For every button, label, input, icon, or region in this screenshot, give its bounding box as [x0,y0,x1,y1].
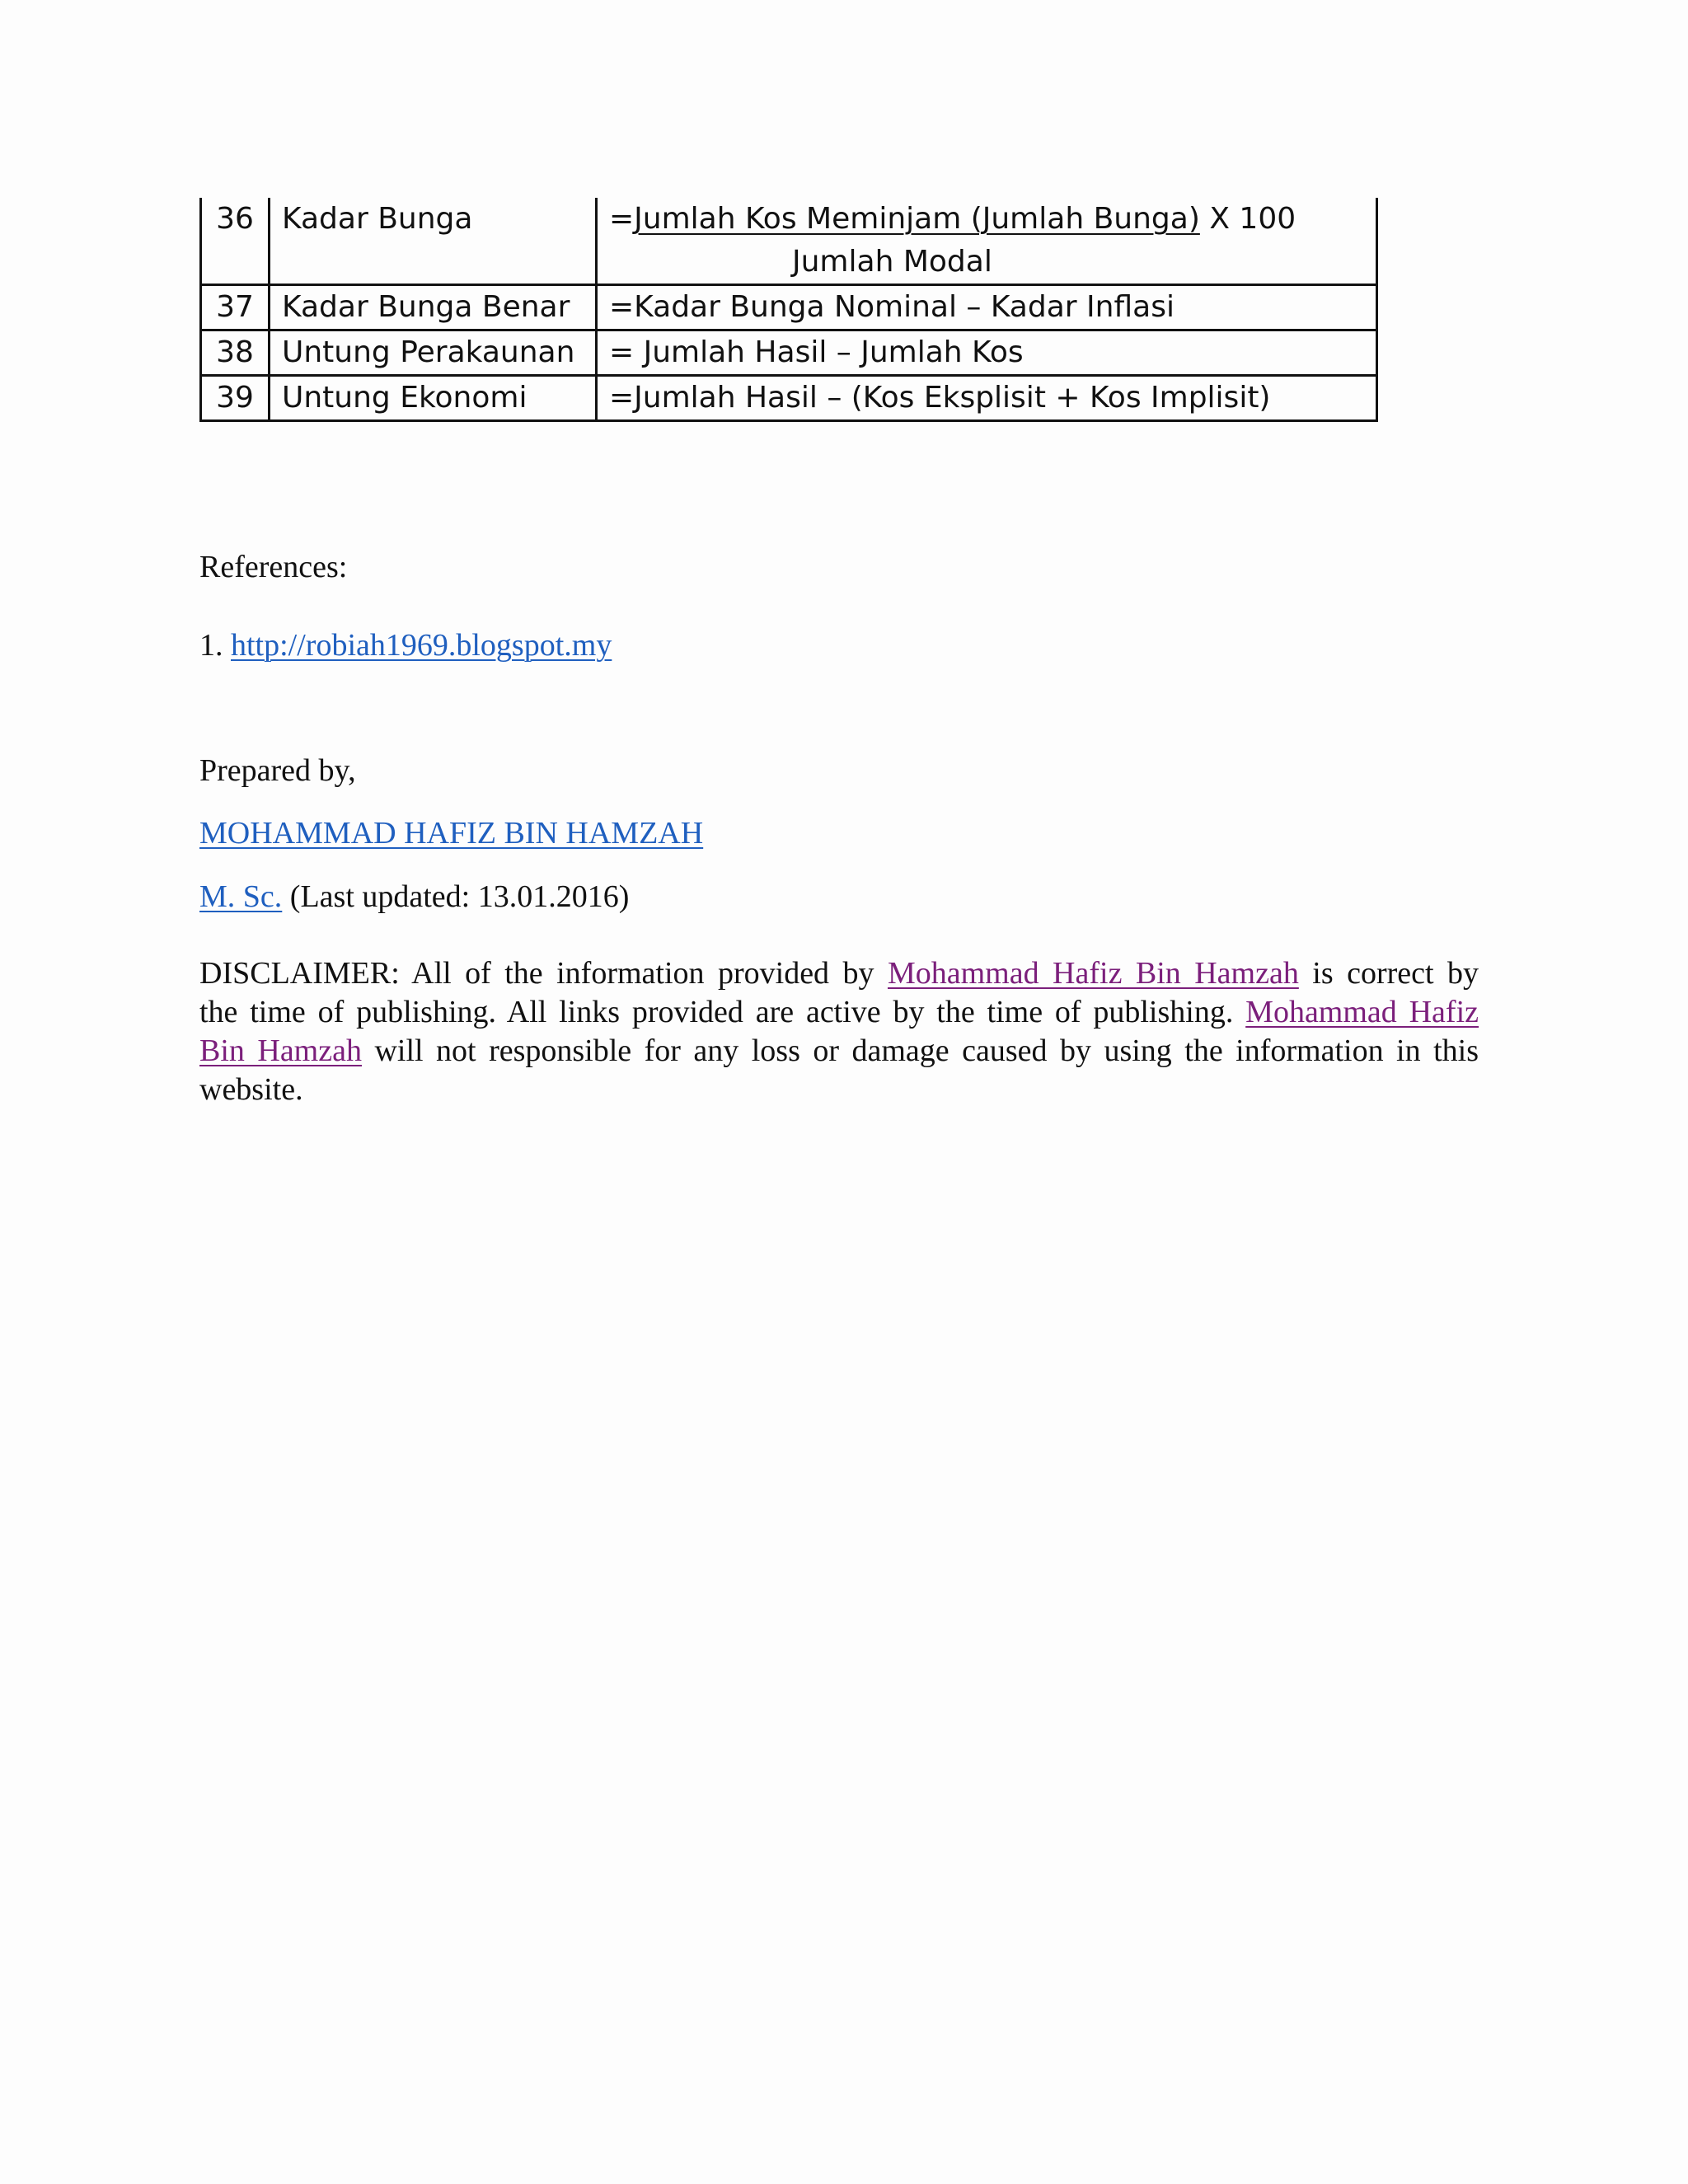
row-term: Untung Ekonomi [270,376,597,421]
formula-table [199,198,1378,422]
formula-prefix: = [609,202,635,236]
disclaimer-paragraph [199,954,1479,1109]
author-name [199,814,703,852]
formula-denominator: Jumlah Modal [792,245,992,279]
row-term: Kadar Bunga Benar [270,285,597,330]
reference-number: 1. [199,628,231,663]
table-row [201,330,1377,376]
row-number: 36 [201,198,270,285]
disclaimer-text: DISCLAIMER: All of the information provided by [199,956,888,991]
formula-numerator: Jumlah Kos Meminjam (Jumlah Bunga) [634,202,1200,236]
author-name-link[interactable]: MOHAMMAD HAFIZ BIN HAMZAH [199,816,704,851]
row-number: 38 [201,330,270,376]
reference-item [199,626,612,664]
reference-link[interactable]: http://robiah1969.blogspot.my [231,628,612,663]
references-heading: References: [199,550,348,584]
disclaimer-text: will not responsible for any loss or damage caused by using the information in this website. [199,1033,1479,1107]
table-row [201,198,1377,285]
row-formula: =Jumlah Hasil – (Kos Eksplisit + Kos Implisit) [597,376,1377,421]
row-number: 37 [201,285,270,330]
disclaimer-text: is correct by the time of publishing. All links provided are active by the time of publishing. [199,956,1479,1029]
prepared-by-label: Prepared by, [199,753,356,788]
row-number: 39 [201,376,270,421]
row-term: Kadar Bunga [270,198,597,285]
formula-suffix: X 100 [1199,202,1296,236]
row-formula: =Kadar Bunga Nominal – Kadar Inflasi [597,285,1377,330]
author-degree-line [199,878,629,916]
table-row [201,285,1377,330]
last-updated: (Last updated: 13.01.2016) [282,879,630,914]
disclaimer-author-link[interactable]: Mohammad Hafiz Bin Hamzah [887,956,1299,991]
disclaimer-author-link[interactable]: Mohammad Hafiz Bin Hamzah [199,995,1479,1068]
degree-link[interactable]: M. Sc. [199,879,283,914]
table-row [201,376,1377,421]
row-term: Untung Perakaunan [270,330,597,376]
row-formula: = Jumlah Hasil – Jumlah Kos [597,330,1377,376]
row-formula [597,198,1377,285]
